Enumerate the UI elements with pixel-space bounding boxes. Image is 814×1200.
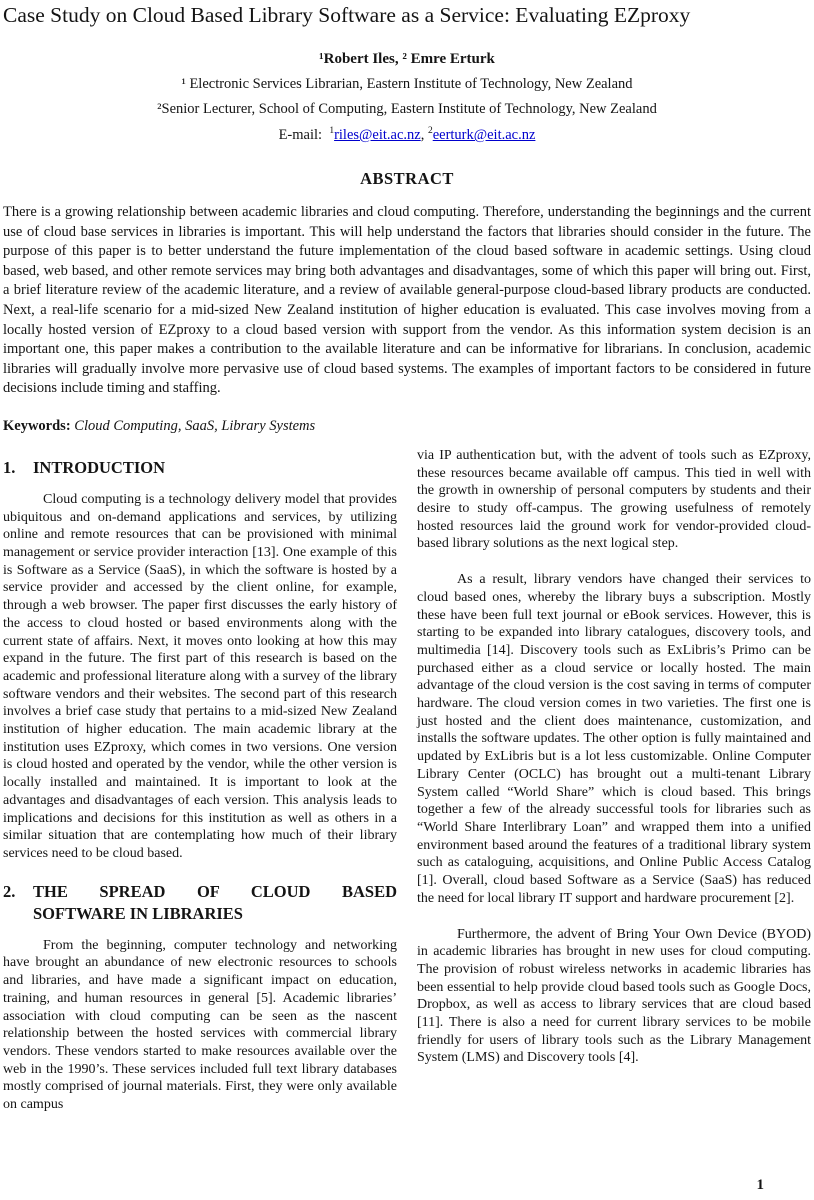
spread-paragraph-continued: via IP authentication but, with the advent of tools such as EZproxy, these resources became available off campus. This tied in well with the growth in ownership of personal computers by students and their desire to study off-campus. The growing usefulness of remotely hosted resources laid the ground work for vendor-provided cloud-based library solutions as the next logical step. bbox=[417, 447, 811, 552]
keywords-line bbox=[3, 418, 811, 435]
left-column bbox=[3, 447, 397, 1132]
spread-paragraph-2: As a result, library vendors have changed their services to cloud based ones, whereby the library buys a subscription. Mostly these have been full text journal or eBook services. However, this is starting to be expanded into library catalogues, discovery tools, and multimedia [14]. Discovery tools such as ExLibris’s Primo can be purchased either as a cloud service or locally hosted. The main advantage of the cloud version is the cost saving in terms of computer hardware. The cloud version comes in two varieties. The first one is just hosted and the client does maintenance, customization, and installs the software updates. The other option is fully maintained and updated by ExLibris but is a lot less customizable. Online Computer Library Center (OCLC) has brought out a multi-tenant Library System called “World Share” which is cloud based. This brings together a few of the already successful tools for libraries such as “World Share Interlibrary Loan” and wrapped them into a unified environment based around the features of a traditional library system such as cataloguing, acquisitions, and Online Public Access Catalog [1]. Overall, cloud based Software as a Service (SaaS) has reduced the need for local library IT support and hardware procurement [2]. bbox=[417, 572, 811, 906]
spread-paragraph-3: Furthermore, the advent of Bring Your Own Device (BYOD) in academic libraries has brought in new uses for cloud computing. The provision of robust wireless networks in academic libraries has been essential to help provide cloud based tools such as Google Docs, Dropbox, as well as access to library services that are cloud based [11]. There is also a need for current library services to be mobile friendly for users of library tools such as the Library Management System (LMS) and Discovery tools [4]. bbox=[417, 926, 811, 1066]
spread-paragraph-left: From the beginning, computer technology and networking have brought an abundance of new electronic resources to schools and libraries, and have made a significant impact on education, training, and human resources in general [5]. Academic libraries’ association with cloud computing can be seen as the nascent relationship between the hosted services with commercial library vendors. These vendors started to make resources available over the web in the 1990’s. These services included full text library databases mostly comprised of journal materials. First, they were only available on campus bbox=[3, 937, 397, 1113]
abstract-text: There is a growing relationship between academic libraries and cloud computing. Therefore, understanding the beginnings and the current use of cloud base services in libraries is important. This will help understand the factors that libraries should consider in the future. The purpose of this paper is to better understand the future implementation of the cloud based software in academic settings. Using cloud based, web based, and other remote services may bring both advantages and disadvantages, some of which this paper will bring out. First, a brief literature review of the academic literature, and a review of available general-purpose cloud-based library products are conducted. Next, a real-life scenario for a mid-sized New Zealand institution of higher education is evaluated. This case involves moving from a locally hosted version of EZproxy to a cloud based version with support from the vendor. As this information system decision is an important one, this paper makes a contribution to the available literature and can be informative for librarians. In conclusion, academic libraries will gradually involve more pervasive use of cloud based systems. The examples of important factors to be considered in future decisions include timing and staffing. bbox=[3, 204, 811, 397]
section-2-title-line-1: THE SPREAD OF CLOUD BASED bbox=[33, 881, 397, 901]
keywords-value: Cloud Computing, SaaS, Library Systems bbox=[74, 417, 316, 434]
section-1-title: INTRODUCTION bbox=[33, 457, 166, 477]
keywords-label: Keywords: bbox=[3, 417, 71, 434]
right-column bbox=[417, 447, 811, 1132]
email-sup-2: 2 bbox=[427, 126, 433, 137]
email-link-eerturk[interactable]: eerturk@eit.ac.nz bbox=[432, 127, 536, 143]
paper-title: Case Study on Cloud Based Library Software as a Service: Evaluating EZproxy bbox=[3, 3, 691, 27]
email-line bbox=[3, 127, 811, 144]
section-2-title-line-2: SOFTWARE IN LIBRARIES bbox=[33, 903, 243, 923]
section-2-heading bbox=[3, 881, 397, 925]
affiliation-1: ¹ Electronic Services Librarian, Eastern Institute of Technology, New Zealand bbox=[181, 76, 633, 92]
authors-line: ¹Robert Iles, ² Emre Erturk bbox=[319, 51, 495, 67]
section-1-heading bbox=[3, 457, 397, 479]
section-2-title bbox=[33, 881, 397, 925]
intro-paragraph: Cloud computing is a technology delivery model that provides ubiquitous and on-demand applications and services, by utilizing online and remote resources that can be provisioned with minimal management or service provider interaction [13]. One example of this is Software as a Service (SaaS), in which the software is hosted by a service provider and accessed by the client online, for example, through a web browser. The paper first discusses the early history of the access to cloud hosted or based environments along with the current state of affairs. Next, it moves onto looking at how this may expand in the future. The first part of this research is based on the academic and professional literature along with a survey of the library software vendors and their websites. The second part of this research involves a brief case study that pertains to a mid-sized New Zealand institution of higher education. The main academic library at the institution uses EZproxy, which comes in two versions. One version is cloud hosted and operated by the vendor, while the other version is locally installed and maintained. It is important to look at the advantages and disadvantages of each version. This analysis leads to implications and decisions for this institution as well as others in a similar situation that are contemplating how much of their library services need to be cloud based. bbox=[3, 491, 397, 861]
email-separator: , bbox=[420, 127, 425, 143]
section-2-number: 2. bbox=[3, 881, 16, 901]
abstract-heading: ABSTRACT bbox=[360, 169, 454, 188]
email-link-riles[interactable]: riles@eit.ac.nz bbox=[334, 127, 421, 143]
email-label: E-mail: bbox=[278, 127, 323, 143]
page-number: 1 bbox=[756, 1177, 764, 1193]
section-1-number: 1. bbox=[3, 457, 16, 477]
email-sup-1: 1 bbox=[329, 126, 335, 137]
two-column-body bbox=[3, 447, 811, 1132]
affiliation-2: ²Senior Lecturer, School of Computing, Eastern Institute of Technology, New Zealand bbox=[157, 101, 657, 117]
